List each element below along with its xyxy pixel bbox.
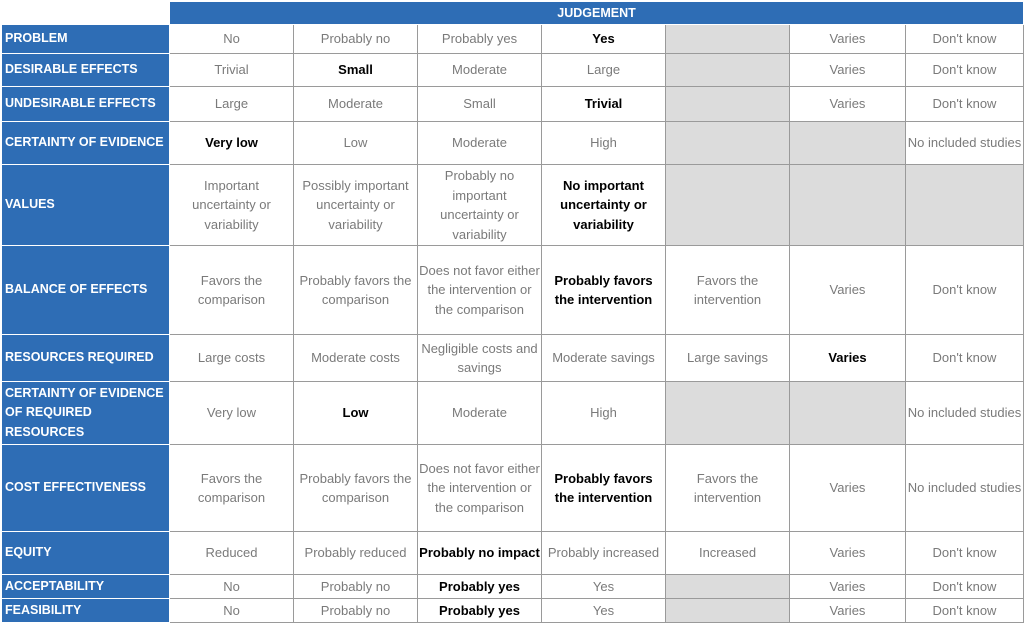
criterion-label: ACCEPTABILITY: [2, 575, 170, 599]
table-row: [2, 165, 1024, 246]
empty-cell: [666, 165, 790, 246]
judgement-cell: Moderate costs: [294, 335, 418, 382]
judgement-cell: Important uncertainty or variability: [170, 165, 294, 246]
table-row: [2, 445, 1024, 532]
judgement-cell: Varies: [790, 25, 906, 54]
table-row: [2, 54, 1024, 87]
judgement-cell: Don't know: [906, 532, 1024, 575]
judgement-cell: Probably favors the comparison: [294, 445, 418, 532]
criterion-label: RESOURCES REQUIRED: [2, 335, 170, 382]
judgement-cell: No: [170, 25, 294, 54]
judgement-cell: Possibly important uncertainty or variability: [294, 165, 418, 246]
criterion-label: BALANCE OF EFFECTS: [2, 246, 170, 335]
judgement-cell: Probably no important uncertainty or variability: [418, 165, 542, 246]
selected-judgement-cell: Probably yes: [418, 575, 542, 599]
judgement-cell: Yes: [542, 599, 666, 623]
selected-judgement-cell: Low: [294, 382, 418, 445]
empty-cell: [666, 87, 790, 122]
judgement-cell: No: [170, 575, 294, 599]
selected-judgement-cell: No important uncertainty or variability: [542, 165, 666, 246]
table-row: [2, 335, 1024, 382]
selected-judgement-cell: Varies: [790, 335, 906, 382]
judgement-cell: Varies: [790, 599, 906, 623]
judgement-cell: Probably no: [294, 25, 418, 54]
judgement-cell: Probably no: [294, 599, 418, 623]
empty-cell: [666, 25, 790, 54]
judgement-cell: Varies: [790, 445, 906, 532]
criterion-label: CERTAINTY OF EVIDENCE OF REQUIRED RESOURCES: [2, 382, 170, 445]
criterion-label: COST EFFECTIVENESS: [2, 445, 170, 532]
judgement-cell: Yes: [542, 575, 666, 599]
empty-cell: [666, 122, 790, 165]
judgement-cell: Moderate: [418, 54, 542, 87]
empty-cell: [666, 54, 790, 87]
judgement-cell: Probably no: [294, 575, 418, 599]
judgement-header: JUDGEMENT: [170, 2, 1024, 25]
judgement-cell: Large savings: [666, 335, 790, 382]
selected-judgement-cell: Probably favors the intervention: [542, 246, 666, 335]
judgement-cell: Don't know: [906, 87, 1024, 122]
judgement-cell: High: [542, 122, 666, 165]
judgement-cell: Increased: [666, 532, 790, 575]
selected-judgement-cell: Probably no impact: [418, 532, 542, 575]
judgement-cell: Probably reduced: [294, 532, 418, 575]
criterion-label: FEASIBILITY: [2, 599, 170, 623]
judgement-cell: Favors the comparison: [170, 246, 294, 335]
judgement-cell: Does not favor either the intervention or the comparison: [418, 445, 542, 532]
table-row: [2, 246, 1024, 335]
judgement-cell: Probably yes: [418, 25, 542, 54]
table-row: [2, 382, 1024, 445]
empty-cell: [790, 165, 906, 246]
judgement-cell: Trivial: [170, 54, 294, 87]
header-row: [2, 2, 1024, 25]
selected-judgement-cell: Probably yes: [418, 599, 542, 623]
criterion-label: UNDESIRABLE EFFECTS: [2, 87, 170, 122]
selected-judgement-cell: Very low: [170, 122, 294, 165]
empty-cell: [666, 382, 790, 445]
judgement-cell: Favors the comparison: [170, 445, 294, 532]
judgement-cell: Low: [294, 122, 418, 165]
judgement-cell: Varies: [790, 575, 906, 599]
judgement-cell: High: [542, 382, 666, 445]
judgement-cell: Does not favor either the intervention or the comparison: [418, 246, 542, 335]
judgement-cell: Moderate: [418, 122, 542, 165]
table-row: [2, 122, 1024, 165]
empty-cell: [790, 122, 906, 165]
table-row: [2, 599, 1024, 623]
selected-judgement-cell: Yes: [542, 25, 666, 54]
judgement-cell: Probably favors the comparison: [294, 246, 418, 335]
criterion-label: DESIRABLE EFFECTS: [2, 54, 170, 87]
empty-cell: [906, 165, 1024, 246]
judgement-cell: Favors the intervention: [666, 246, 790, 335]
judgement-cell: Large: [170, 87, 294, 122]
judgement-cell: Varies: [790, 246, 906, 335]
judgement-cell: Negligible costs and savings: [418, 335, 542, 382]
judgement-cell: No: [170, 599, 294, 623]
criterion-label: EQUITY: [2, 532, 170, 575]
judgement-cell: No included studies: [906, 382, 1024, 445]
table-row: [2, 575, 1024, 599]
judgement-cell: Reduced: [170, 532, 294, 575]
table-row: [2, 25, 1024, 54]
judgement-cell: Probably increased: [542, 532, 666, 575]
empty-cell: [666, 599, 790, 623]
judgement-cell: Large costs: [170, 335, 294, 382]
judgement-cell: Don't know: [906, 246, 1024, 335]
judgement-cell: Varies: [790, 532, 906, 575]
judgement-cell: Moderate: [418, 382, 542, 445]
criterion-label: CERTAINTY OF EVIDENCE: [2, 122, 170, 165]
judgement-cell: No included studies: [906, 445, 1024, 532]
judgement-cell: Very low: [170, 382, 294, 445]
judgement-cell: Favors the intervention: [666, 445, 790, 532]
judgement-cell: Small: [418, 87, 542, 122]
selected-judgement-cell: Probably favors the intervention: [542, 445, 666, 532]
judgement-table: [1, 1, 1024, 623]
table-body: [2, 25, 1024, 623]
criterion-label: PROBLEM: [2, 25, 170, 54]
selected-judgement-cell: Trivial: [542, 87, 666, 122]
judgement-cell: Don't know: [906, 335, 1024, 382]
judgement-cell: No included studies: [906, 122, 1024, 165]
selected-judgement-cell: Small: [294, 54, 418, 87]
judgement-cell: Varies: [790, 54, 906, 87]
judgement-cell: Moderate: [294, 87, 418, 122]
judgement-cell: Varies: [790, 87, 906, 122]
header-corner: [2, 2, 170, 25]
empty-cell: [666, 575, 790, 599]
judgement-cell: Large: [542, 54, 666, 87]
empty-cell: [790, 382, 906, 445]
table-row: [2, 87, 1024, 122]
criterion-label: VALUES: [2, 165, 170, 246]
table-row: [2, 532, 1024, 575]
judgement-cell: Moderate savings: [542, 335, 666, 382]
judgement-cell: Don't know: [906, 575, 1024, 599]
judgement-cell: Don't know: [906, 25, 1024, 54]
judgement-cell: Don't know: [906, 54, 1024, 87]
judgement-cell: Don't know: [906, 599, 1024, 623]
